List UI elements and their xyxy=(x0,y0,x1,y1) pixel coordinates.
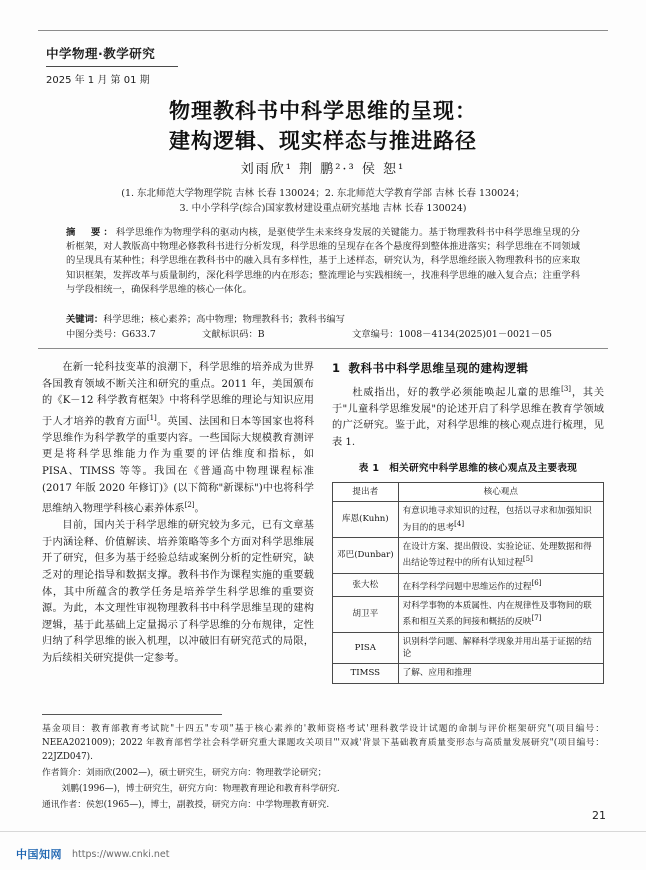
table-row xyxy=(333,538,604,574)
cell-proposer: PISA xyxy=(333,632,399,664)
cnki-bar xyxy=(16,846,170,862)
title-line-2: 建构逻辑、现实样态与推进路径 xyxy=(169,129,477,153)
footnote-author-1: 作者简介：刘雨欣(2002—)，硕士研究生，研究方向：物理教学论研究； xyxy=(42,768,327,778)
table-row xyxy=(333,632,604,664)
cell-proposer: 邓巴(Dunbar) xyxy=(333,538,399,574)
paragraph: 杜威指出，好的教学必须能唤起儿童的思维[3]，其关于"儿童科学思维发展"的论述开启了科学思维在教育学领域的广泛研究。鉴于此，对科学思维的核心观点进行梳理，见表 1. xyxy=(332,384,605,448)
document-code: 文献标识码：B xyxy=(202,329,265,340)
cell-viewpoint: 对科学事物的本质属性、内在规律性及事物间的联系和相互关系的间接和概括的反映[7] xyxy=(398,596,603,632)
abstract-text: 科学思维作为物理学科的驱动内核，是驱使学生未来终身发展的关键能力。基于物理教科书中科学思维呈现的分析框架，对人教版高中物理必修教科书进行分析发现，科学思维的呈现存在各个悬度得到整体推进落实；科学思维在不同领域的呈现具有某种性；科学思维在教科书中的融入具有多样性，基于上述样态，研究认为，科学思维经嵌入物理教科书的应来取知识框架，发挥改革与质量制约，深化科学思维的内在形态；整流理论与实践相统一，找准科学思维的融入复合点；注重学科与学段相统一，确保科学思维的核心一体化。 xyxy=(66,227,580,295)
cell-viewpoint: 了解、应用和推理 xyxy=(398,664,603,683)
abstract-label: 摘 要： xyxy=(66,227,116,238)
bottom-divider xyxy=(0,831,646,832)
journal-issue: 2025 年 1 月 第 01 期 xyxy=(46,75,150,86)
body-column-right xyxy=(332,360,604,684)
table-row xyxy=(333,502,604,538)
table-caption: 表 1 相关研究中科学思维的核心观点及主要表现 xyxy=(358,463,578,475)
title-line-1: 物理教科书中科学思维的呈现： xyxy=(169,99,477,123)
affiliation-line-1: (1. 东北师范大学物理学院 吉林 长春 130024；2. 东北师范大学教育学部 吉林 长春 130024； xyxy=(121,188,525,199)
cell-proposer: 库恩(Kuhn) xyxy=(333,502,399,538)
keywords-label: 关键词： xyxy=(66,314,104,325)
footnote-divider xyxy=(42,714,222,715)
top-divider xyxy=(38,30,608,31)
cell-viewpoint: 识别科学问题、解释科学现象并用出基于证据的结论 xyxy=(398,632,603,664)
core-viewpoints-table xyxy=(332,482,604,684)
affiliations xyxy=(0,186,646,216)
page-number: 21 xyxy=(592,809,606,822)
page-title xyxy=(0,96,646,156)
column-header-view: 核心观点 xyxy=(398,482,603,501)
table-row xyxy=(333,596,604,632)
journal-name: 中学物理·教学研究 xyxy=(46,46,156,61)
affiliation-line-2: 3. 中小学科学(综合)国家教材建设重点研究基地 吉林 长春 130024) xyxy=(179,203,467,214)
journal-underline xyxy=(46,66,178,67)
footnote-corresponding-author: 通讯作者：侯恕(1965—)，博士，副教授，研究方向：中学物理教育研究. xyxy=(42,800,330,810)
keywords xyxy=(66,312,580,327)
cell-viewpoint: 有意识地寻求知识的过程，包括以寻求和加强知识为目的的思考[4] xyxy=(398,502,603,538)
cell-proposer: 张大松 xyxy=(333,573,399,596)
journal-header xyxy=(46,44,346,86)
paragraph: 目前，国内关于科学思维的研究较为多元，已有文章基于内涵诠释、价值解读、培养策略等多个方面对科学思维展开了研究，但多为基于经验总结或案例分析的定性研究，缺乏对的理论指导和数据支撑。教科书作为课程实施的重要载体，其中所蕴含的教学任务是培养学生科学思维的重要资源。为此，本文理性审视物理教科书中科学思维呈现的建构逻辑，基于此基础上定量揭示了科学思维的分布规律，定性归纳了科学思维的嵌入机理，以冲破旧有研究范式的局限，为后续相关研究提供一定参考。 xyxy=(42,520,314,664)
cell-proposer: TIMSS xyxy=(333,664,399,683)
cell-viewpoint: 在科学科学问题中思维运作的过程[6] xyxy=(398,573,603,596)
table-header-row xyxy=(333,482,604,501)
footnote-author-2: 刘鹏(1996—)，博士研究生，研究方向：物理教育理论和教育科学研究. xyxy=(61,784,340,794)
table-row xyxy=(333,573,604,596)
cell-proposer: 胡卫平 xyxy=(333,596,399,632)
cnki-url[interactable]: https://www.cnki.net xyxy=(72,848,170,860)
clc-number: 中图分类号：G633.7 xyxy=(66,329,156,340)
footnotes xyxy=(42,722,604,814)
section-title: 教科书中科学思维呈现的建构逻辑 xyxy=(348,361,529,375)
body-column-left xyxy=(42,360,314,667)
cell-viewpoint: 在设计方案、提出假设、实验论证、处理数据和得出结论等过程中的所有认知过程[5] xyxy=(398,538,603,574)
footnote-fund: 基金项目：教育部教育考试院"十四五"专项"基于核心素养的'教师资格考试'理科教学设计试题的命制与评价框架研究"(项目编号：NEEA2021009)；2022 年教育部哲学社会科学研究重大课题攻关项目"'双减'背景下基础教育质量变形态与高质量发展研究"(项目编号：22JZD047). xyxy=(42,724,604,762)
abstract xyxy=(66,226,580,297)
table-row xyxy=(333,664,604,683)
cnki-logo: 中国知网 xyxy=(16,848,62,861)
article-id: 文章编号：1008－4134(2025)01－0021－05 xyxy=(352,329,552,340)
author-list: 刘雨欣¹ 荆 鹏²·³ 侯 恕¹ xyxy=(240,162,406,177)
header-divider xyxy=(38,348,608,349)
section-number: 1 xyxy=(332,361,341,375)
paragraph: 在新一轮科技变革的浪潮下，科学思维的培养成为世界各国教育领域不断关注和研究的重点。2011 年，美国颁布的《K－12 科学教育框架》中将科学思维的理论与知识应用于人才培养的教育方面[1]。英国、法国和日本等国家也将科学思维作为科学教学的重要内容。一些国际大规模教育测评更是将科学思维能力作为重要的评估维度和指标，如 PISA、TIMSS 等等。我国在《普通高中物理课程标准(2017 年版 2020 年修订)》(以下简称"新课标")中也将科学思维纳入物理学科核心素养体系[2]。 xyxy=(42,362,315,515)
section-heading xyxy=(332,360,604,377)
column-header-who: 提出者 xyxy=(333,482,399,501)
keywords-text: 科学思维；核心素养；高中物理；物理教科书；教科书编写 xyxy=(103,314,345,325)
